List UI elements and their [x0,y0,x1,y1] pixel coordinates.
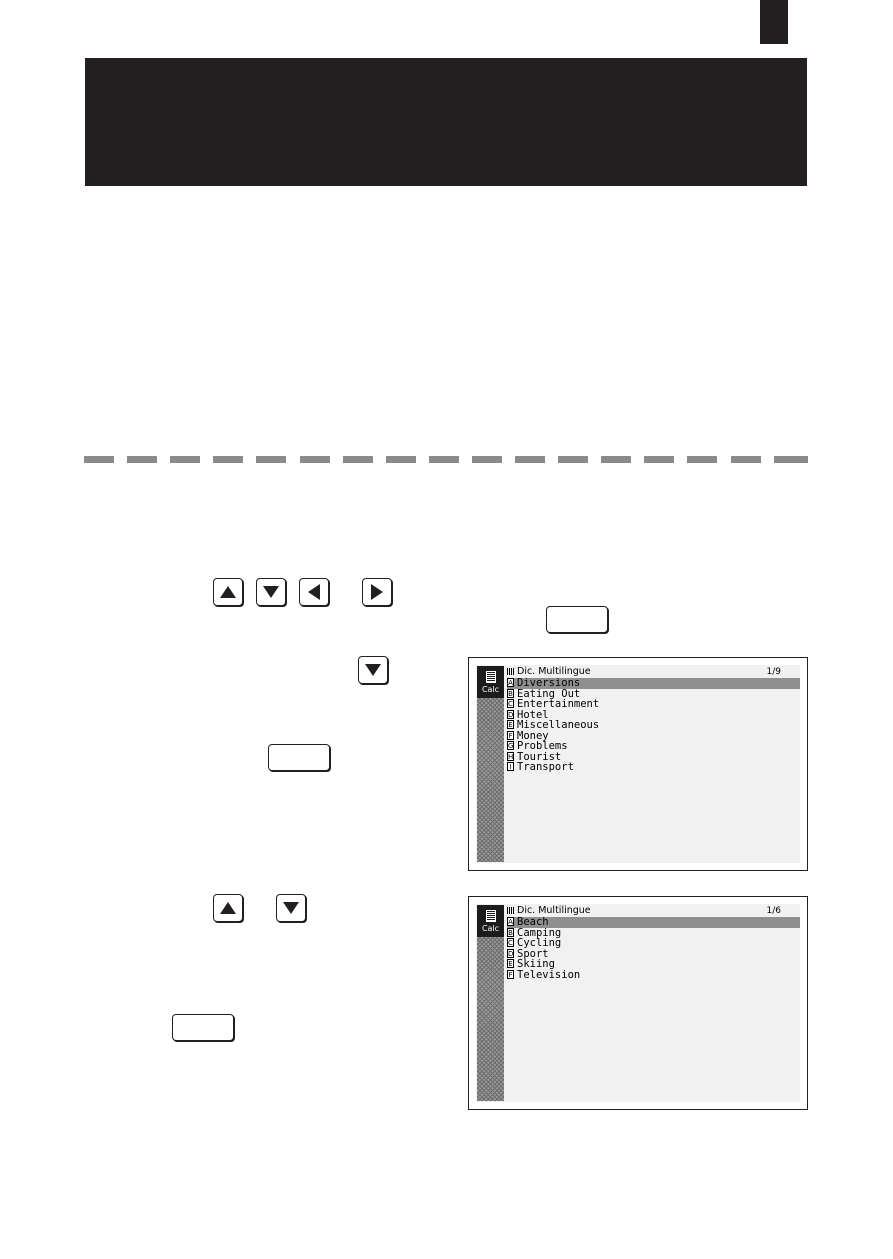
header-bar [85,58,807,186]
down-arrow-key[interactable] [358,656,388,684]
calculator-icon [486,671,496,683]
down-arrow-icon [282,901,300,915]
item-letter-box: A [508,679,513,687]
item-letter-box: A [508,918,513,926]
item-label: Camping [517,926,562,939]
item-letter-box: H [508,752,514,761]
divider-dash [558,456,588,463]
down-arrow-key[interactable] [276,894,306,922]
item-letter-box: G [508,742,514,750]
divider-dash [515,456,545,463]
down-arrow-icon [262,585,280,599]
item-label: Television [517,968,581,981]
item-letter-box: F [508,731,513,740]
item-label: Diversions [517,677,581,689]
item-letter-box: C [508,939,513,947]
device-screen-subcategories [468,896,808,1110]
item-label: Transport [517,761,574,773]
item-label: Cycling [517,937,562,949]
divider-dash [601,456,631,463]
calc-label: Calc [481,924,500,933]
item-letter-box: B [508,689,513,698]
down-arrow-icon [364,663,382,677]
calc-tab[interactable] [477,666,504,698]
page-indicator: 1/6 [766,906,781,916]
item-label: Skiing [517,958,555,970]
item-letter-box: I [507,762,514,771]
divider-dash [429,456,459,463]
header-accent-bar [760,0,788,44]
list-item[interactable] [507,970,800,981]
screen-title: Dic. Multilingue [517,905,591,916]
list-item[interactable] [507,720,800,731]
divider-dash [343,456,373,463]
dashed-divider [84,456,808,463]
left-arrow-icon [307,583,321,601]
subcategory-list [507,917,800,980]
item-label: Problems [517,740,568,752]
item-label: Tourist [517,750,562,763]
item-letter-box: D [508,949,514,958]
item-letter-box: E [508,960,513,968]
page-indicator: 1/9 [766,667,781,677]
item-label: Sport [517,947,549,960]
divider-dash [774,456,808,463]
divider-dash [472,456,502,463]
item-label: Hotel [517,708,549,721]
screen-title: Dic. Multilingue [517,666,591,677]
up-arrow-key[interactable] [213,894,243,922]
enter-key[interactable] [172,1014,234,1041]
divider-dash [687,456,717,463]
dictionary-icon [507,668,514,675]
divider-dash [127,456,157,463]
item-label: Beach [517,916,549,928]
screen-title-row [507,905,797,917]
item-letter-box: F [508,970,513,979]
dictionary-icon [507,907,514,914]
calculator-icon [486,910,496,922]
up-arrow-icon [219,901,237,915]
device-screen-categories [468,657,808,871]
divider-dash [386,456,416,463]
item-label: Miscellaneous [517,719,600,731]
enter-key[interactable] [546,606,608,633]
right-arrow-icon [370,583,384,601]
divider-dash [731,456,761,463]
divider-dash [170,456,200,463]
divider-dash [644,456,674,463]
item-letter-box: B [508,928,513,937]
up-arrow-icon [219,585,237,599]
item-label: Eating Out [517,687,581,700]
item-letter-box: D [508,710,514,719]
list-item[interactable] [507,938,800,949]
enter-key[interactable] [268,744,330,771]
up-arrow-key[interactable] [213,578,243,606]
divider-dash [256,456,286,463]
list-item[interactable] [507,762,800,773]
list-item[interactable] [507,699,800,710]
divider-dash [84,456,114,463]
left-arrow-key[interactable] [299,578,329,606]
calc-tab[interactable] [477,905,504,937]
calc-label: Calc [481,685,500,694]
right-arrow-key[interactable] [362,578,392,606]
category-list [507,678,800,773]
item-label: Entertainment [517,698,600,710]
down-arrow-key[interactable] [256,578,286,606]
divider-dash [300,456,330,463]
item-label: Money [517,729,549,742]
item-letter-box: C [508,700,513,708]
divider-dash [213,456,243,463]
item-letter-box: E [508,721,513,729]
